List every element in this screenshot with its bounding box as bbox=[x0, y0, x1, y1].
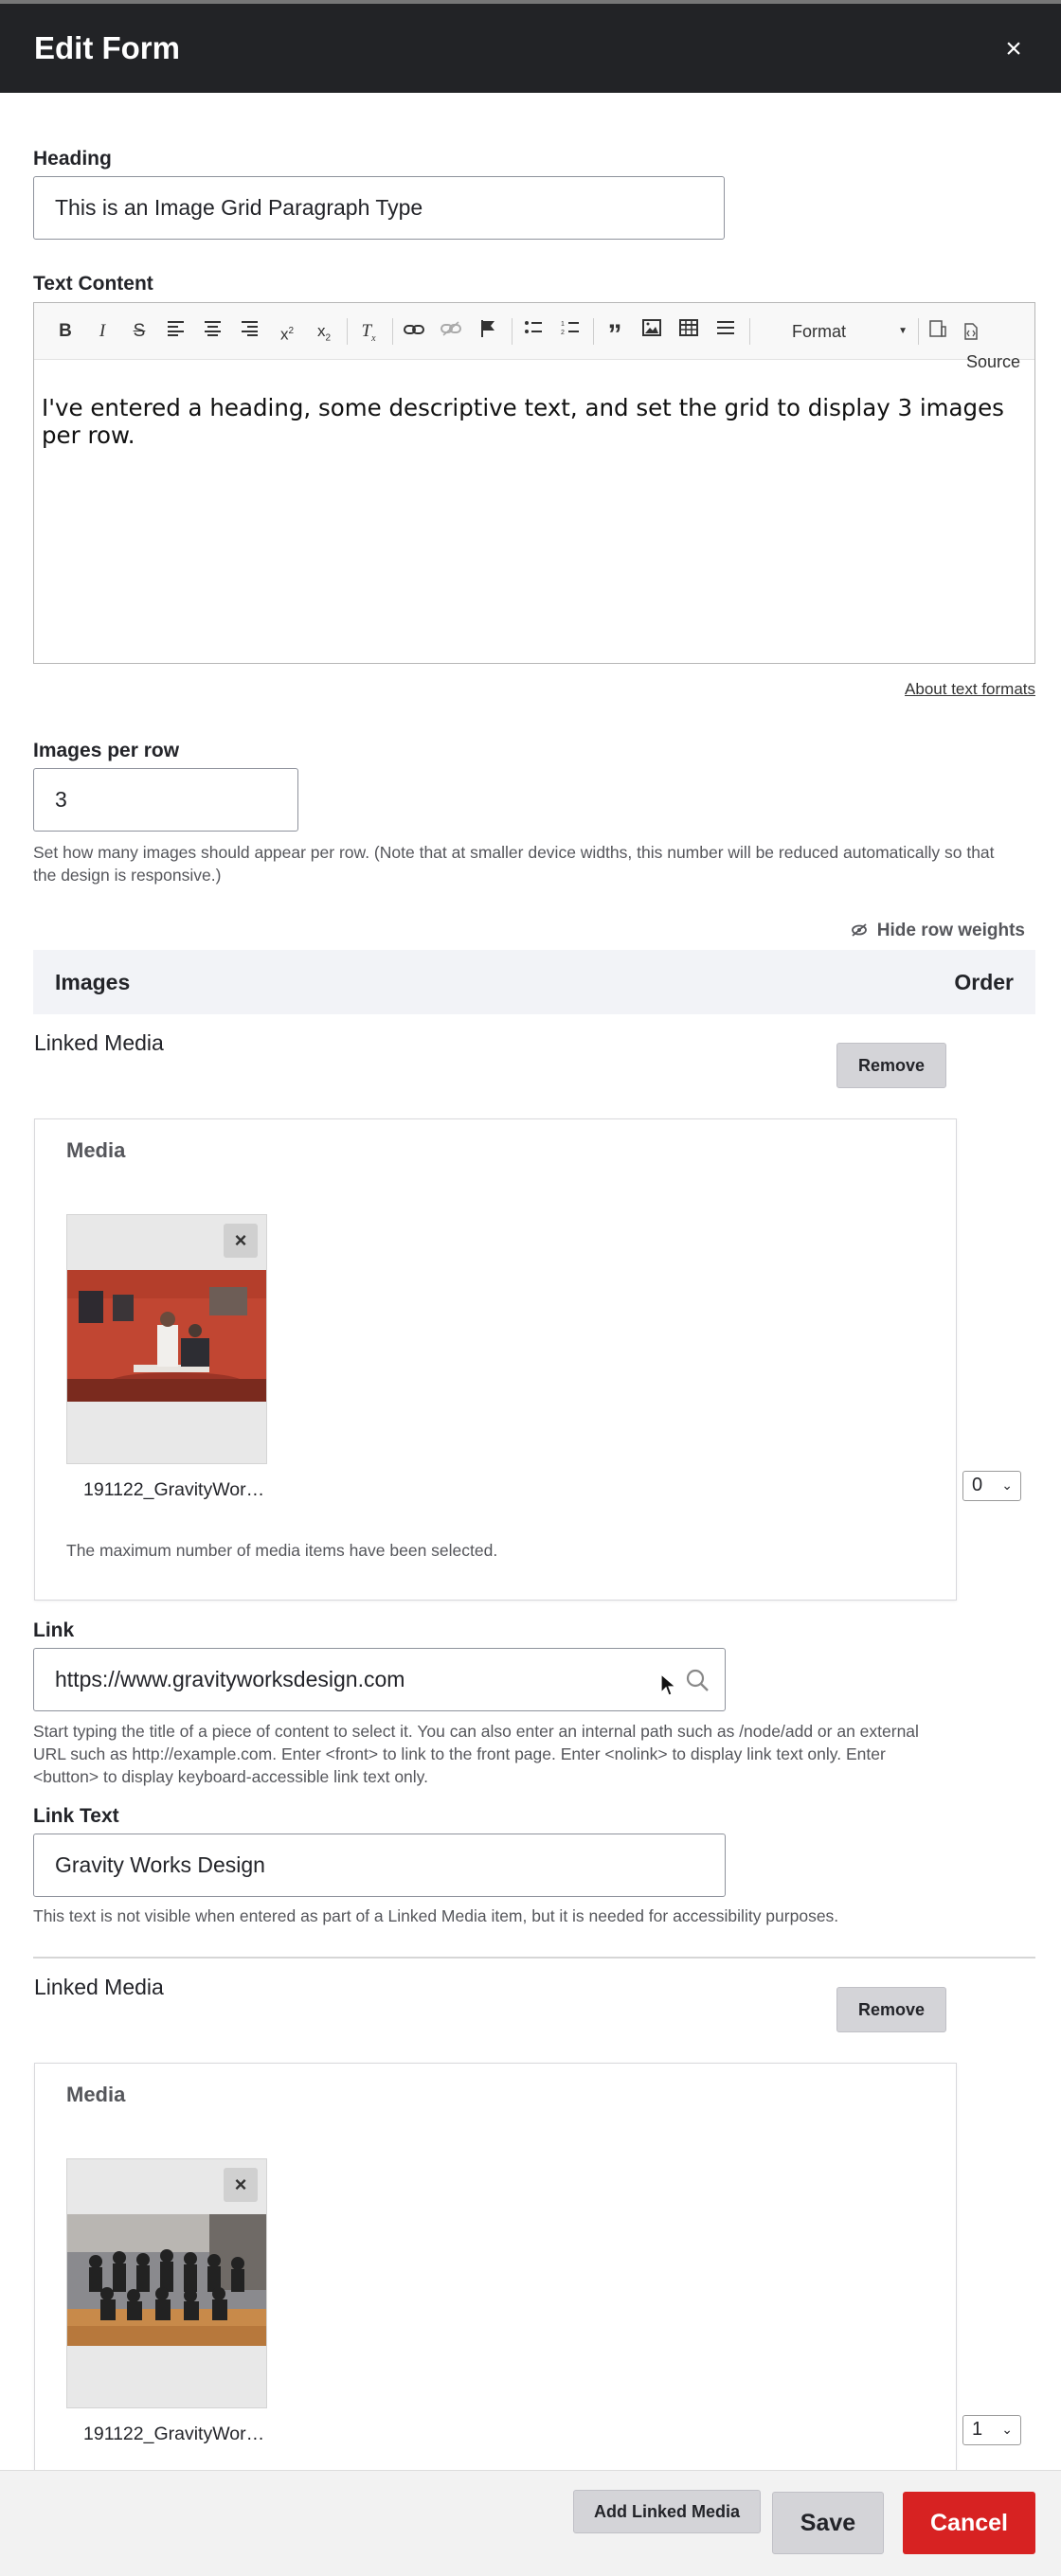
editor-toolbar bbox=[34, 303, 1034, 371]
link-help-line: URL such as http://example.com. Enter <front> to link to the front page. Enter <nolink> to display link text only. Enter bbox=[33, 1744, 886, 1763]
align-left-icon[interactable] bbox=[164, 319, 189, 344]
svg-text:2: 2 bbox=[561, 330, 565, 336]
image-icon[interactable] bbox=[639, 319, 664, 344]
images-per-row-label: Images per row bbox=[33, 740, 180, 761]
media-filename: 191122_GravityWor… bbox=[83, 2424, 265, 2444]
media-widget bbox=[34, 2063, 957, 2479]
images-per-row-value: 3 bbox=[55, 787, 67, 812]
images-table-header bbox=[33, 950, 1035, 1014]
link-icon[interactable] bbox=[402, 319, 426, 344]
order-select[interactable] bbox=[962, 2415, 1021, 2445]
about-text-formats-link[interactable]: About text formats bbox=[905, 680, 1035, 698]
order-select-value: 0 bbox=[972, 1475, 983, 1495]
source-label: Source bbox=[966, 352, 1021, 371]
remove-button[interactable]: Remove bbox=[836, 1043, 946, 1088]
max-media-note: The maximum number of media items have been selected. bbox=[66, 1541, 498, 1560]
source-icon bbox=[962, 323, 980, 340]
media-title: Media bbox=[66, 1138, 126, 1162]
chevron-down-icon: ⌄ bbox=[1001, 1477, 1013, 1493]
mouse-cursor-icon bbox=[660, 1673, 677, 1698]
subscript-icon[interactable]: $x_2$ bbox=[316, 322, 332, 344]
link-text-input[interactable] bbox=[33, 1834, 726, 1897]
remove-media-icon[interactable]: × bbox=[224, 1224, 258, 1258]
images-per-row-input[interactable] bbox=[33, 768, 298, 832]
bold-icon[interactable]: B bbox=[59, 321, 72, 341]
item-type-label: Linked Media bbox=[34, 1030, 164, 1055]
search-icon[interactable] bbox=[685, 1668, 710, 1692]
editor-body-text[interactable]: I've entered a heading, some descriptive text, and set the grid to display 3 images per row. bbox=[42, 394, 1004, 449]
link-text-input-value: Gravity Works Design bbox=[55, 1852, 265, 1877]
remove-button[interactable]: Remove bbox=[836, 1987, 946, 2032]
toolbar-separator bbox=[392, 318, 393, 345]
table-icon[interactable] bbox=[676, 319, 701, 344]
superscript-icon[interactable]: $x^2$ bbox=[279, 325, 295, 344]
unlink-icon[interactable] bbox=[439, 319, 463, 344]
blockquote-icon[interactable]: ” bbox=[607, 319, 622, 350]
description-line: Set how many images should appear per row. (Note that at smaller device widths, this number will be reduced automatically so that bbox=[33, 843, 995, 862]
images-column-header: Images bbox=[55, 970, 131, 994]
hide-row-weights-button[interactable] bbox=[851, 921, 1025, 941]
italic-icon[interactable]: I bbox=[99, 321, 106, 341]
link-help-text bbox=[33, 1720, 919, 1788]
toolbar-separator bbox=[347, 318, 348, 345]
strikethrough-icon[interactable]: S bbox=[133, 321, 146, 341]
rich-text-editor[interactable] bbox=[33, 302, 1035, 664]
hide-row-weights-label: Hide row weights bbox=[876, 921, 1025, 940]
save-button[interactable]: Save bbox=[772, 2492, 884, 2554]
toolbar-separator bbox=[918, 318, 919, 345]
toolbar-separator bbox=[512, 318, 513, 345]
flag-icon[interactable] bbox=[476, 319, 500, 344]
heading-label: Heading bbox=[33, 148, 112, 170]
toolbar-separator bbox=[749, 318, 750, 345]
item-divider bbox=[33, 1957, 1035, 1959]
order-select[interactable] bbox=[962, 1471, 1021, 1501]
link-text-help: This text is not visible when entered as part of a Linked Media item, but it is needed for accessibility purposes. bbox=[33, 1906, 839, 1925]
heading-input[interactable] bbox=[33, 176, 725, 240]
chevron-down-icon: ⌄ bbox=[1001, 2422, 1013, 2437]
remove-media-icon[interactable]: × bbox=[224, 2168, 258, 2202]
link-text-label: Link Text bbox=[33, 1805, 119, 1827]
caret-down-icon: ▼ bbox=[898, 326, 908, 336]
close-icon[interactable]: × bbox=[1005, 33, 1022, 64]
source-button[interactable] bbox=[962, 316, 1034, 377]
cancel-button[interactable]: Cancel bbox=[903, 2492, 1035, 2554]
media-title: Media bbox=[66, 2083, 126, 2106]
media-thumbnail-image bbox=[67, 2214, 266, 2346]
media-widget bbox=[34, 1118, 957, 1601]
dialog-titlebar bbox=[0, 0, 1061, 93]
link-input[interactable] bbox=[33, 1648, 726, 1711]
eye-slash-icon bbox=[851, 923, 868, 937]
item-type-label: Linked Media bbox=[34, 1975, 164, 1999]
link-input-value: https://www.gravityworksdesign.com bbox=[55, 1667, 405, 1691]
format-dropdown[interactable] bbox=[792, 316, 911, 347]
numbered-list-icon[interactable] bbox=[558, 319, 583, 344]
remove-format-icon[interactable]: $T_x$ bbox=[361, 321, 376, 344]
link-help-line: <button> to display keyboard-accessible link text only. bbox=[33, 1767, 428, 1786]
add-linked-media-button[interactable]: Add Linked Media bbox=[573, 2490, 761, 2533]
svg-text:1: 1 bbox=[561, 321, 565, 328]
images-per-row-description bbox=[33, 841, 995, 886]
horizontal-rule-icon[interactable] bbox=[713, 319, 738, 344]
bulleted-list-icon[interactable] bbox=[521, 319, 546, 344]
dialog-footer bbox=[0, 2470, 1061, 2576]
text-content-label: Text Content bbox=[33, 273, 153, 295]
toolbar-separator bbox=[593, 318, 594, 345]
order-column-header: Order bbox=[954, 970, 1014, 994]
description-line: the design is responsive.) bbox=[33, 866, 222, 885]
align-center-icon[interactable] bbox=[201, 319, 225, 344]
heading-input-value: This is an Image Grid Paragraph Type bbox=[55, 195, 423, 220]
media-filename: 191122_GravityWor… bbox=[83, 1479, 265, 1500]
link-label: Link bbox=[33, 1619, 75, 1641]
show-blocks-icon[interactable] bbox=[926, 319, 950, 344]
align-right-icon[interactable] bbox=[238, 319, 262, 344]
dialog-title: Edit Form bbox=[34, 30, 180, 65]
order-select-value: 1 bbox=[972, 2419, 983, 2440]
media-thumbnail-image bbox=[67, 1270, 266, 1402]
link-help-line: Start typing the title of a piece of content to select it. You can also enter an internal path such as /node/add or an external bbox=[33, 1722, 919, 1741]
format-dropdown-label: Format bbox=[792, 322, 847, 341]
